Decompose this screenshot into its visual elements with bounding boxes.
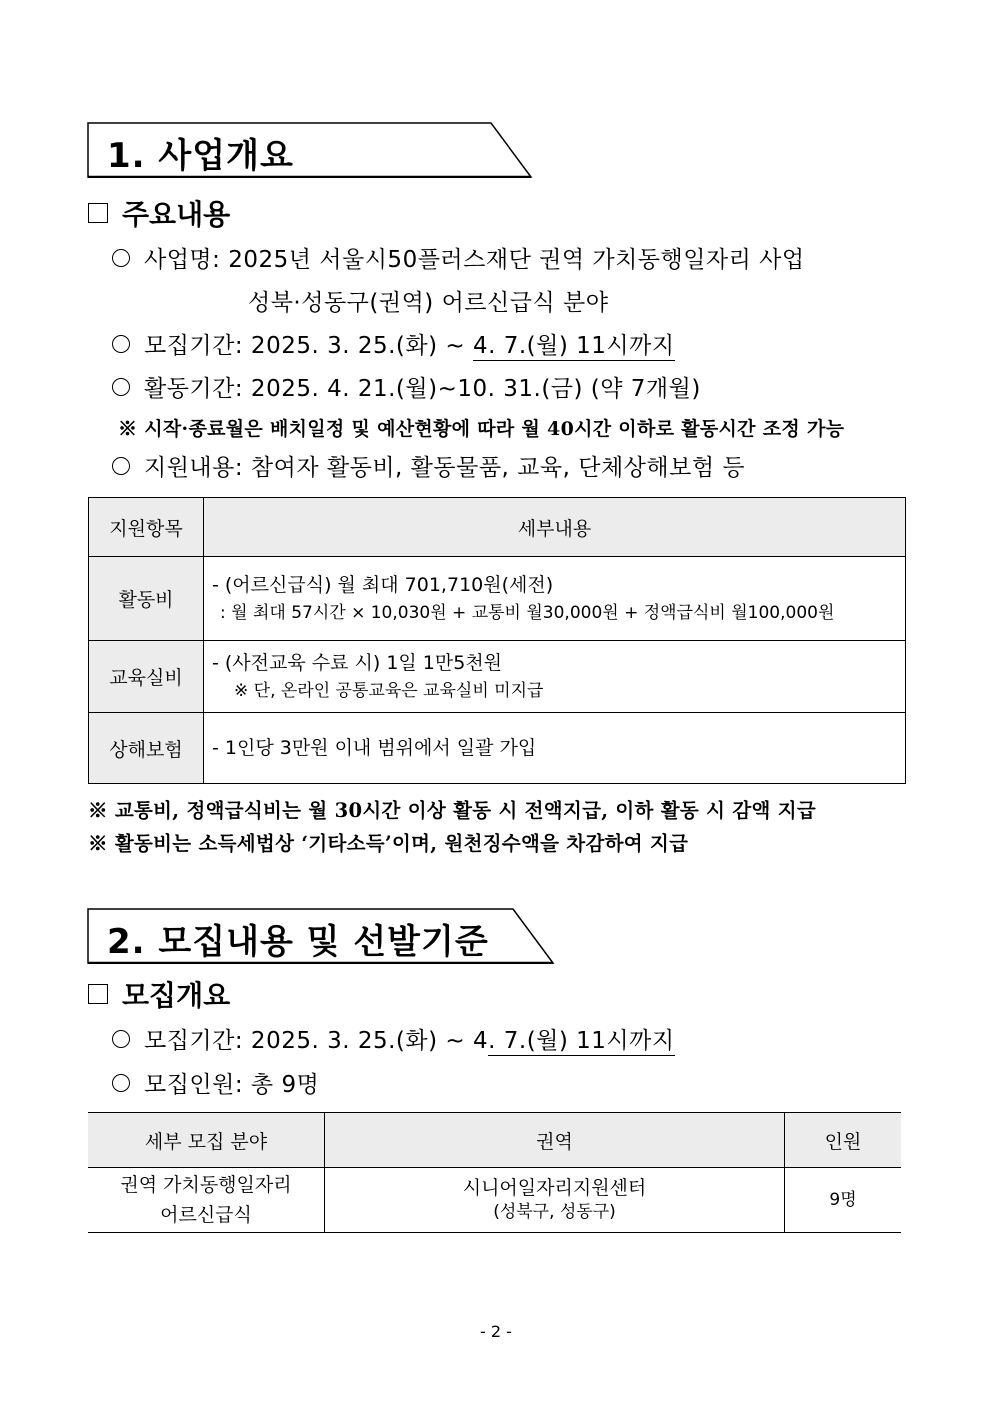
table-header-field: 세부 모집 분야 [88,1113,325,1168]
note-transport: ※ 교통비, 정액급식비는 월 30시간 이상 활동 시 전액지급, 이하 활동 시 감액 지급 [88,799,816,822]
checkbox-square-icon [88,203,108,223]
table-header-detail: 세부내용 [204,498,906,557]
region-cell: 시니어일자리지원센터 (성북구, 성동구) [325,1168,785,1233]
section1-subheading: 주요내용 [88,193,230,233]
table-header-count: 인원 [785,1113,902,1168]
section2-title: 2. 모집내용 및 선발기준 [107,922,489,962]
section1-title: 1. 사업개요 [107,136,294,176]
table-row [89,641,906,713]
row-label: 활동비 [89,557,204,641]
count-cell: 9명 [785,1168,902,1233]
row-label: 교육실비 [89,641,204,713]
row-content: - 1인당 3만원 이내 범위에서 일괄 가입 [204,713,906,784]
table-row [88,1168,901,1233]
circle-bullet-icon [112,249,130,267]
circle-bullet-icon [112,457,130,475]
item-recruit-period-2: 모집기간: 2025. 3. 25.(화) ~ 4. 7.(월) 11시까지 [112,1022,675,1055]
section1-header [87,122,533,176]
table-header-item: 지원항목 [89,498,204,557]
note-income: ※ 활동비는 소득세법상 ‘기타소득’이며, 원천징수액을 차감하여 지급 [88,832,689,855]
recruit-table [88,1112,901,1233]
section2-subheading: 모집개요 [88,974,230,1014]
field-cell: 권역 가치동행일자리 어르신급식 [88,1168,325,1233]
item-recruit-count: 모집인원: 총 9명 [112,1066,319,1099]
item-project-name-cont: 성북·성동구(권역) 어르신급식 분야 [248,290,609,316]
checkbox-square-icon [88,984,108,1004]
note-activity-adjust: ※ 시작·종료월은 배치일정 및 예산현황에 따라 월 40시간 이하로 활동시간 조정 가능 [118,418,845,440]
row-content: - (어르신급식) 월 최대 701,710원(세전) : 월 최대 57시간 × 10,030원 + 교통비 월30,000원 + 정액급식비 월100,000원 [204,557,906,641]
table-row [89,557,906,641]
circle-bullet-icon [112,1030,130,1048]
section2-header [87,908,557,962]
circle-bullet-icon [112,1074,130,1092]
table-row [89,713,906,784]
item-recruit-period: 모집기간: 2025. 3. 25.(화) ~ 4. 7.(월) 11시까지 [112,327,675,360]
support-table [88,497,906,784]
row-content: - (사전교육 수료 시) 1일 1만5천원 ※ 단, 온라인 공통교육은 교육실비 미지급 [204,641,906,713]
page-number: - 2 - [480,1322,512,1341]
item-support: 지원내용: 참여자 활동비, 활동물품, 교육, 단체상해보험 등 [112,449,745,482]
item-activity-period: 활동기간: 2025. 4. 21.(월)~10. 31.(금) (약 7개월) [112,370,701,403]
row-label: 상해보험 [89,713,204,784]
item-project-name: 사업명: 2025년 서울시50플러스재단 권역 가치동행일자리 사업 [112,241,805,274]
circle-bullet-icon [112,378,130,396]
circle-bullet-icon [112,335,130,353]
table-header-region: 권역 [325,1113,785,1168]
